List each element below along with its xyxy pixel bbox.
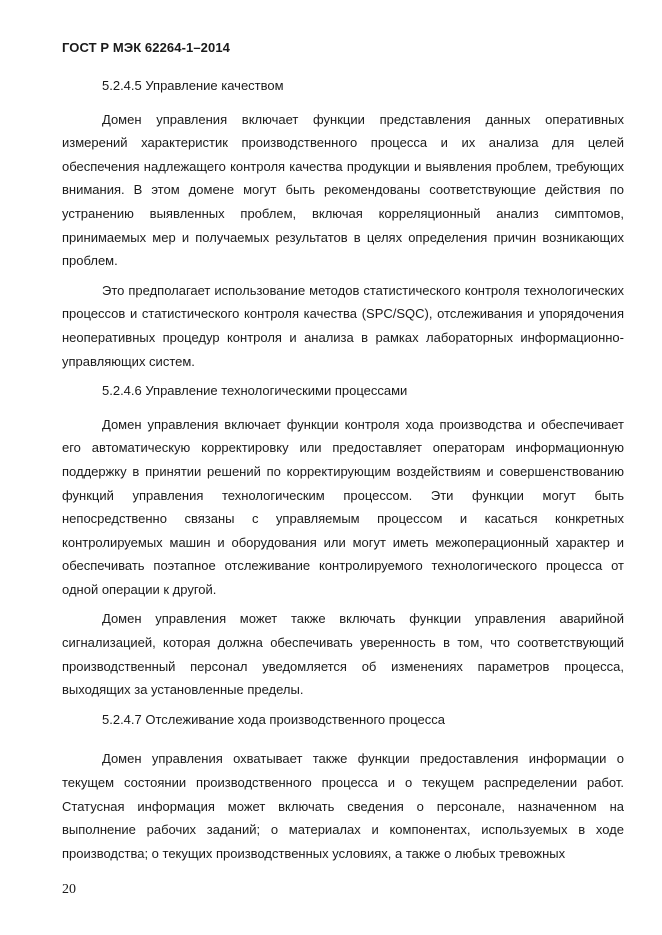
document-header: ГОСТ Р МЭК 62264-1–2014 xyxy=(62,40,230,55)
section-heading: 5.2.4.5 Управление качеством xyxy=(102,78,284,93)
paragraph: Домен управления включает функции контроля хода производства и обеспечивает его автоматическую корректировку или предоставляет операторам информационную поддержку в принятии решений по корректирующим воздействиям и совершенствованию функций управления технологическим процессом. Эти функции могут быть непосредственно связаны с управляемым процессом и касаться конкретных контролируемых машин и оборудования или могут иметь межоперационный характер и обеспечивать поэтапное отслеживание контролируемого технологического процесса от одной операции к другой. xyxy=(62,416,624,597)
section-heading: 5.2.4.7 Отслеживание хода производственного процесса xyxy=(102,711,446,727)
paragraph: Домен управления включает функции представления данных оперативных измерений характеристик производственного процесса и их анализа для целей обеспечения надлежащего контроля качества продукции и выявления проблем, требующих внимания. В этом домене могут быть рекомендованы соответствующие действия по устранению выявленных проблем, включая корреляционный анализ симптомов, принимаемых мер и получаемых результатов в целях определения причин возникающих проблем. xyxy=(62,111,624,269)
section-5-2-4-6 xyxy=(62,379,624,702)
section-5-2-4-7 xyxy=(62,708,624,866)
paragraph: Это предполагает использование методов статистического контроля технологических процессов и статистического контроля качества (SPC/SQC), отслеживания и упорядочения неоперативных процедур контроля и анализа в рамках лабораторных информационно-управляющих систем. xyxy=(62,282,624,369)
section-5-2-4-5 xyxy=(62,74,624,373)
page-number: 20 xyxy=(62,882,76,897)
section-heading: 5.2.4.6 Управление технологическими процессами xyxy=(102,383,408,399)
paragraph: Домен управления охватывает также функции предоставления информации о текущем состоянии производственного процесса и о текущем распределении работ. Статусная информация может включать сведения о персонале, назначенном на выполнение рабочих заданий; о материалах и компонентах, используемых в ходе производства; о текущих производственных условиях, а также о любых тревожных xyxy=(62,751,624,861)
paragraph: Домен управления может также включать функции управления аварийной сигнализацией, которая должна обеспечивать уверенность в том, что соответствующий производственный персонал уведомляется об изменениях параметров процесса, выходящих за установленные пределы. xyxy=(62,611,624,698)
document-body xyxy=(62,74,624,871)
